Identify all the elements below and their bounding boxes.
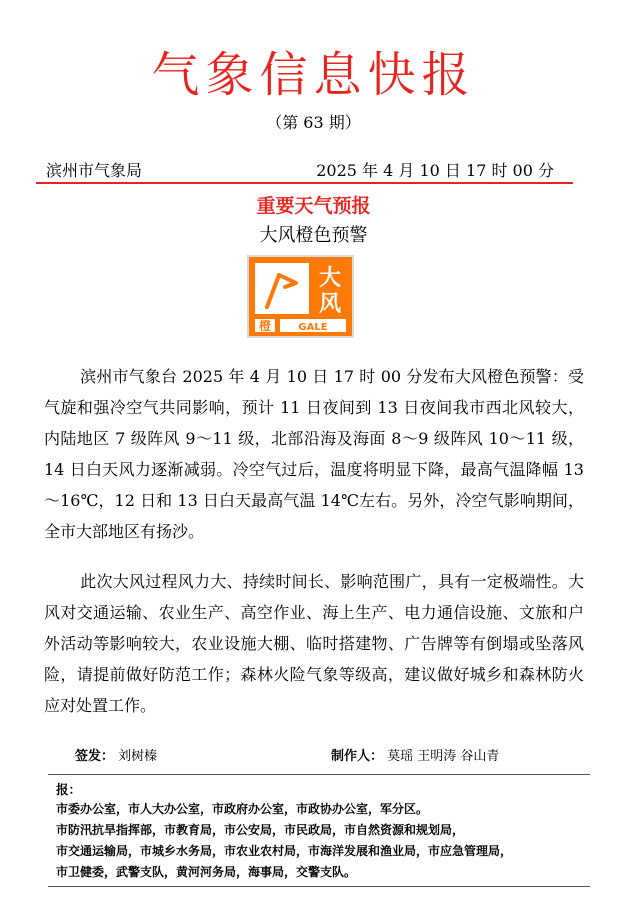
warning-code: GALE xyxy=(298,322,328,333)
signer-name: 刘树榛 xyxy=(118,749,158,764)
header-divider xyxy=(36,182,573,184)
issuing-agency: 滨州市气象局 xyxy=(46,161,143,180)
makers-names: 莫瑶 王明涛 谷山青 xyxy=(387,749,500,764)
gale-orange-warning-icon xyxy=(247,255,354,338)
issue-datetime: 2025 年 4 月 10 日 17 时 00 分 xyxy=(316,161,554,180)
distribution-bottom-rule xyxy=(48,886,590,887)
bulletin-title: 气象信息快报 xyxy=(151,47,476,103)
body-paragraph-2 xyxy=(44,566,584,721)
paragraph-1-text: 滨州市气象台 2025 年 4 月 10 日 17 时 00 分发布大风橙色预警：受气旋和强冷空气共同影响，预计 11 日夜间到 13 日夜间我市西北风较大，内陆地区 7 级阵风 9～11 级，北部沿海及海面 8～9 级阵风 10～11 级，14 日白天风力逐渐减弱。冷空气过后，温度将明显下降，最高气温降幅 13～16℃，12 日和 13 日白天最高气温 14℃左右。另外，冷空气影响期间，全市大部地区有扬沙。 xyxy=(44,367,584,541)
makers xyxy=(331,745,499,764)
distribution-line: 市卫健委，武警支队，黄河河务局，海事局，交警支队。 xyxy=(56,865,357,879)
distribution-line: 市防汛抗旱指挥部，市教育局，市公安局，市民政局，市自然资源和规划局， xyxy=(56,823,465,837)
makers-label: 制作人： xyxy=(331,749,384,764)
paragraph-2-text: 此次大风过程风力大、持续时间长、影响范围广，具有一定极端性。大风对交通运输、农业生产、高空作业、海上生产、电力通信设施、文旅和户外活动等影响较大，农业设施大棚、临时搭建物、广告牌等有倒塌或坠落风险，请提前做好防范工作；森林火险气象等级高，建议做好城乡和森林防火应对处置工作。 xyxy=(44,572,584,715)
warning-char-top: 大 xyxy=(318,266,342,291)
body-paragraph-1 xyxy=(44,361,584,547)
distribution-line: 市委办公室，市人大办公室，市政府办公室，市政协办公室，军分区。 xyxy=(56,802,429,816)
distribution-top-rule xyxy=(48,774,590,775)
distribution-label: 报： xyxy=(56,782,82,797)
warning-char-bottom: 风 xyxy=(318,292,342,317)
warning-level-char: 橙 xyxy=(258,319,272,333)
issue-number: （第 63 期） xyxy=(266,113,361,132)
warning-subheading: 大风橙色预警 xyxy=(259,225,368,246)
signer xyxy=(75,745,157,764)
distribution-line: 市交通运输局，市城乡水务局，市农业农村局，市海洋发展和渔业局，市应急管理局， xyxy=(56,844,513,858)
forecast-heading: 重要天气预报 xyxy=(256,195,371,217)
signer-label: 签发： xyxy=(75,749,115,764)
